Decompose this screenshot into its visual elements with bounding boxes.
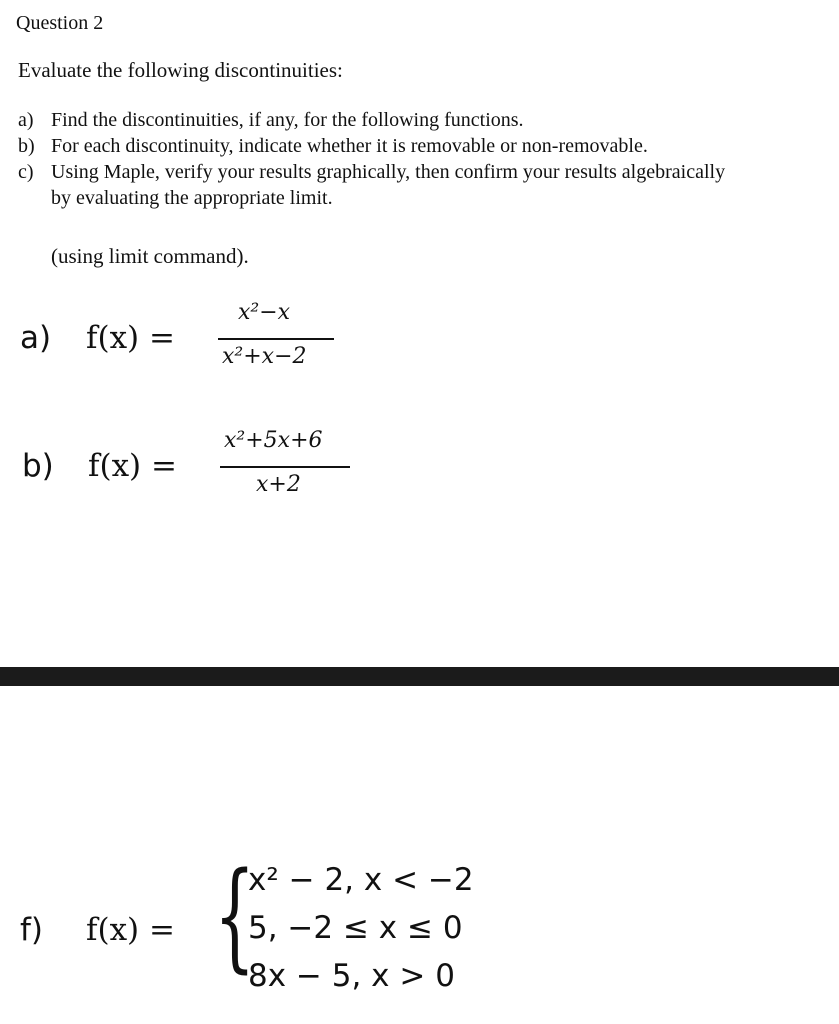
problem-a-fraction-bar [218, 338, 334, 340]
problem-f-lhs: f(x) = [86, 912, 175, 948]
section-divider [0, 667, 839, 686]
problem-b-label: b) [22, 448, 54, 484]
instruction-c-continuation: by evaluating the appropriate limit. [51, 187, 333, 209]
problem-a-lhs: f(x) = [86, 320, 175, 356]
limit-command-note: (using limit command). [51, 244, 249, 268]
piecewise-case-3: 8x − 5, x > 0 [248, 958, 455, 994]
problem-f-label: f) [20, 912, 44, 948]
problem-b-lhs: f(x) = [88, 448, 177, 484]
instruction-text: Find the discontinuities, if any, for the following functions. [51, 109, 524, 131]
instruction-label: c) [18, 161, 34, 183]
problem-a-numerator: x²−x [238, 300, 291, 325]
problem-a-denominator: x²+x−2 [222, 344, 307, 369]
instruction-b [18, 135, 648, 158]
piecewise-case-2: 5, −2 ≤ x ≤ 0 [248, 910, 463, 946]
problem-b-denominator: x+2 [256, 472, 301, 497]
instruction-c [18, 161, 725, 184]
instruction-label: a) [18, 109, 34, 131]
problem-a-label: a) [20, 320, 52, 356]
instruction-text: For each discontinuity, indicate whether it is removable or non-removable. [51, 135, 648, 157]
instruction-text: Using Maple, verify your results graphically, then confirm your results algebraically [51, 161, 726, 183]
instructions-intro: Evaluate the following discontinuities: [18, 58, 343, 82]
instruction-label: b) [18, 135, 35, 157]
problem-b-numerator: x²+5x+6 [224, 428, 323, 453]
question-title: Question 2 [16, 12, 104, 34]
problem-b-fraction-bar [220, 466, 350, 468]
piecewise-brace: { [214, 846, 256, 984]
instruction-a [18, 109, 524, 132]
piecewise-case-1: x² − 2, x < −2 [248, 862, 474, 898]
